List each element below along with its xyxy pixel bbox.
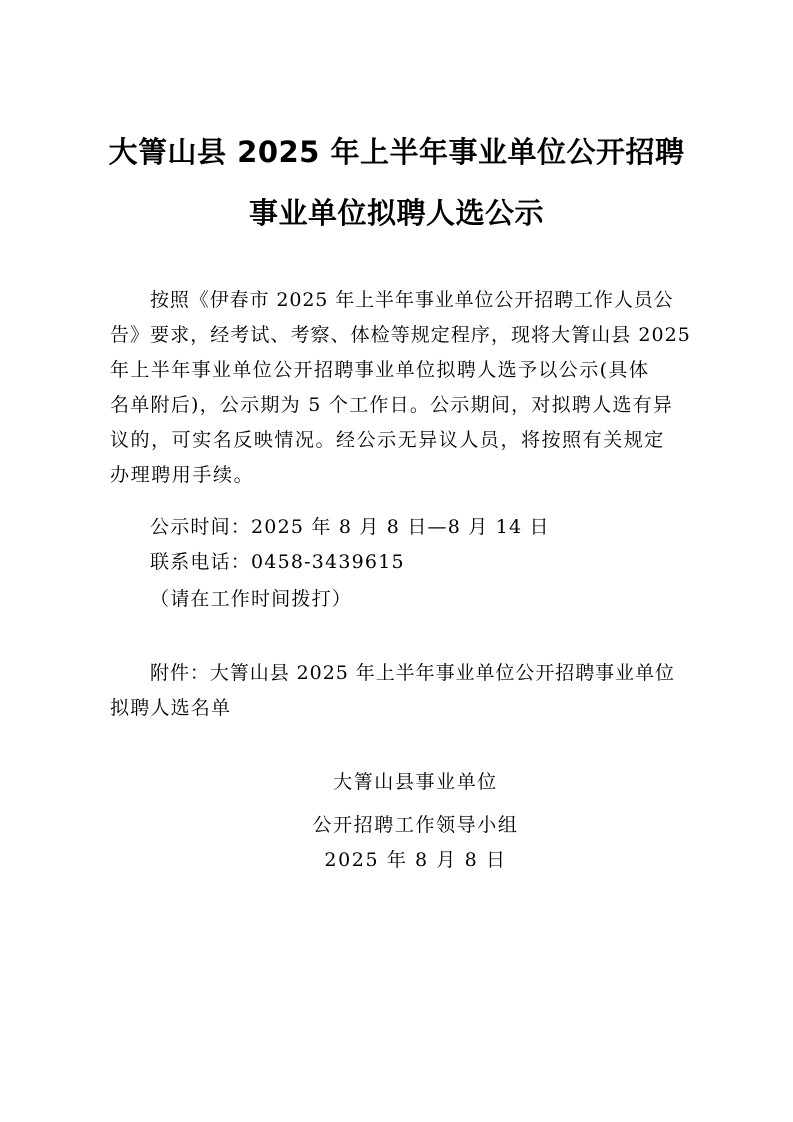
signature-date: 2025 年 8 月 8 日 <box>324 849 507 871</box>
paragraph-line: 年上半年事业单位公开招聘事业单位拟聘人选予以公示(具体 <box>110 359 650 381</box>
paragraph-line: 告》要求，经考试、考察、体检等规定程序，现将大箐山县 2025 <box>110 324 691 346</box>
call-note: （请在工作时间拨打） <box>150 588 353 610</box>
contact-phone: 联系电话：0458-3439615 <box>150 551 405 573</box>
signature-org-line-1: 大箐山县事业单位 <box>333 771 498 793</box>
document-title-line-2: 事业单位拟聘人选公示 <box>248 196 544 230</box>
paragraph-line: 按照《伊春市 2025 年上半年事业单位公开招聘工作人员公 <box>150 289 674 311</box>
attachment-line: 拟聘人选名单 <box>110 697 232 719</box>
announcement-time: 公示时间：2025 年 8 月 8 日—8 月 14 日 <box>150 516 550 538</box>
attachment-line: 附件：大箐山县 2025 年上半年事业单位公开招聘事业单位 <box>150 662 675 684</box>
paragraph-line: 办理聘用手续。 <box>110 464 255 486</box>
paragraph-line: 议的，可实名反映情况。经公示无异议人员，将按照有关规定 <box>110 429 665 451</box>
paragraph-line: 名单附后)，公示期为 5 个工作日。公示期间，对拟聘人选有异 <box>110 394 674 416</box>
signature-org-line-2: 公开招聘工作领导小组 <box>312 814 519 836</box>
document-title-line-1: 大箐山县 2025 年上半年事业单位公开招聘 <box>108 135 685 169</box>
